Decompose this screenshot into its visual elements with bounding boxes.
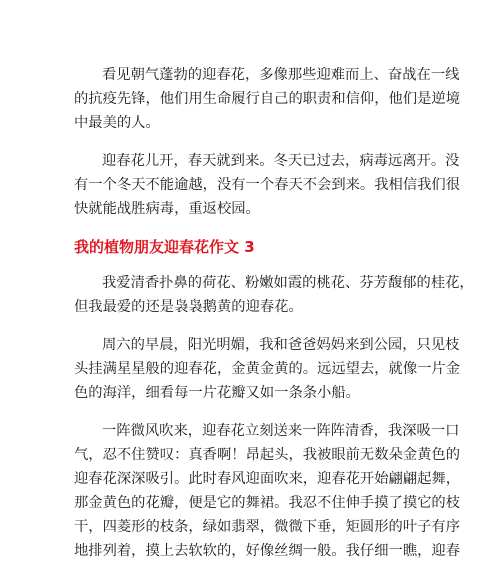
paragraph-line: 干，四菱形的枝条，绿如翡翠，微微下垂，矩圆形的叶子有序 bbox=[74, 519, 461, 535]
paragraph-line: 那金黄色的花瓣，便是它的舞裙。我忍不住伸手摸了摸它的枝 bbox=[74, 495, 461, 511]
paragraph-4 bbox=[74, 333, 461, 405]
paragraph-line: 迎春花深深吸引。此时春风迎面吹来，迎春花开始翩翩起舞， bbox=[74, 471, 461, 487]
paragraph-line: 我爱清香扑鼻的荷花、粉嫩如霞的桃花、芬芳馥郁的桂花， bbox=[102, 275, 474, 291]
paragraph-2 bbox=[74, 149, 461, 221]
paragraph-line: 一阵微风吹来，迎春花立刻送来一阵阵清香，我深吸一口 bbox=[102, 423, 460, 439]
paragraph-line: 头挂满星星般的迎春花，金黄金黄的。远远望去，就像一片金 bbox=[74, 361, 461, 377]
paragraph-line: 看见朝气蓬勃的迎春花，多像那些迎难而上、奋战在一线 bbox=[102, 67, 460, 83]
paragraph-line: 但我最爱的还是袅袅鹅黄的迎春花。 bbox=[74, 299, 303, 315]
paragraph-line: 地排列着，摸上去软软的，好像丝绸一般。我仔细一瞧，迎春 bbox=[74, 543, 461, 559]
paragraph-line: 中最美的人。 bbox=[74, 115, 160, 131]
paragraph-line: 气，忍不住赞叹：真香啊！昂起头，我被眼前无数朵金黄色的 bbox=[74, 447, 461, 463]
paragraph-line: 有一个冬天不能逾越，没有一个春天不会到来。我相信我们很 bbox=[74, 177, 461, 193]
paragraph-line: 快就能战胜病毒，重返校园。 bbox=[74, 201, 260, 217]
paragraph-5 bbox=[74, 419, 461, 563]
paragraph-line: 色的海洋，细看每一片花瓣又如一条条小船。 bbox=[74, 385, 360, 401]
paragraph-3 bbox=[74, 271, 474, 319]
section-heading: 我的植物朋友迎春花作文 3 bbox=[74, 238, 255, 256]
paragraph-line: 迎春花儿开，春天就到来。冬天已过去，病毒远离开。没 bbox=[102, 153, 460, 169]
paragraph-line: 的抗疫先锋，他们用生命履行自己的职责和信仰，他们是逆境 bbox=[74, 91, 461, 107]
paragraph-1 bbox=[74, 63, 461, 135]
paragraph-line: 周六的早晨，阳光明媚，我和爸爸妈妈来到公园，只见枝 bbox=[102, 337, 460, 353]
article-body bbox=[74, 63, 474, 577]
